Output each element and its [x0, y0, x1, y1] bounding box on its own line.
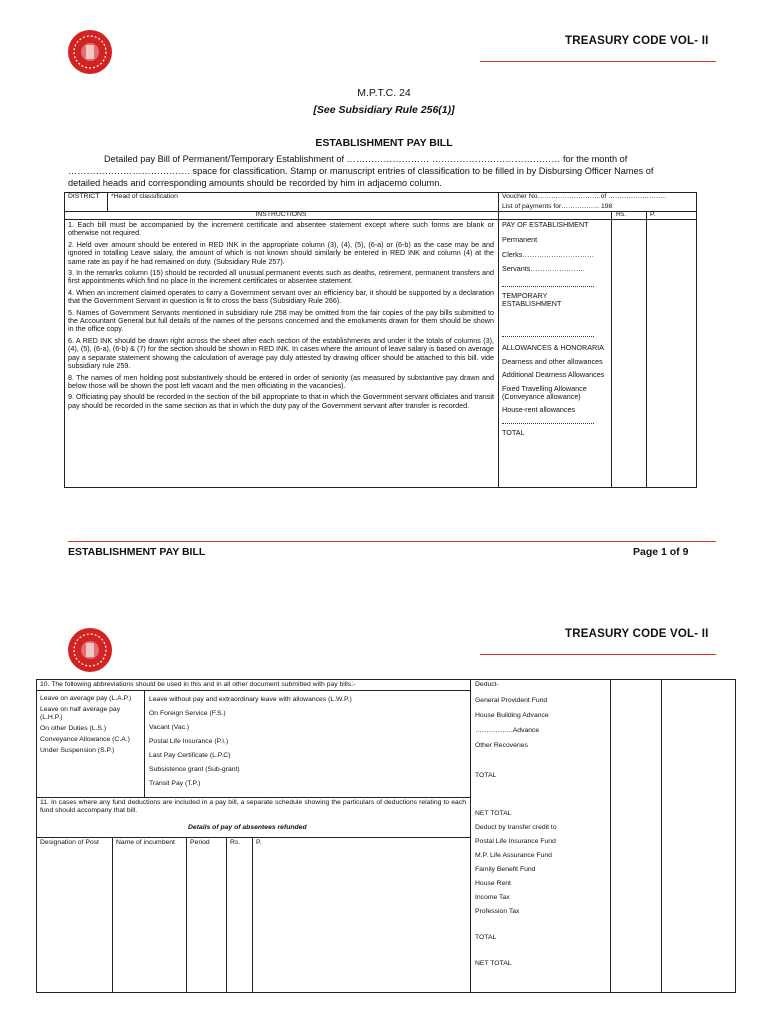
column-divider: [661, 679, 662, 993]
page-title: ESTABLISHMENT PAY BILL: [315, 137, 453, 149]
pay-of-establishment-label: PAY OF ESTABLISHMENT: [502, 220, 589, 229]
abbreviation-item: Conveyance Allowance (C.A.): [40, 736, 130, 743]
p-column-label: P.: [256, 839, 262, 846]
instructions-list: [68, 221, 494, 413]
item-10-text: 10. The following abbreviations should be used in this and in all other document submitted with pay bills:-: [40, 681, 356, 688]
fixed-travelling-label: Fixed Travelling Allowance (Conveyance allowance): [502, 383, 587, 402]
hba-label: House Building Advance: [475, 712, 549, 719]
footer-title: ESTABLISHMENT PAY BILL: [68, 546, 206, 558]
pay-items-column: [502, 221, 608, 437]
abbreviations-left: [40, 695, 140, 758]
designation-column-label: Designation of Post: [40, 839, 99, 846]
rule-reference: [See Subsidiary Rule 256(1)]: [313, 104, 455, 116]
intro-line: …………………………………. space for classification. Stamp or manuscript entries of classification to be filled in by Disbursing Officer Names of: [68, 166, 654, 176]
instruction-item: 8. The names of men holding post substantively should be entered in order of seniority (as measured by substantive pay drawn and below those will be shown the post left vacant and the men officiating in the vacancies).: [68, 372, 494, 390]
deduct-label: Deduct-: [475, 681, 499, 688]
absentees-heading: Details of pay of absentees refunded: [188, 824, 307, 831]
emblem-seal-icon: [68, 628, 112, 672]
period-column-label: Period: [190, 839, 210, 846]
net-total-label: NET TOTAL: [475, 810, 512, 817]
column-divider: [611, 211, 612, 488]
subtotal-line: [502, 336, 594, 337]
instruction-item: 6. A RED INK should be drawn right across the sheet after each section of the establishments and under it the totals of columns (3), (4), (5), (6-a), (6-b) & (7) for the section should be shown in RED INK. In cases where the amount of leave salary is based on average pay a separate statement showing the calculation of average pay duly attested by drawing officer should be attached to this bill. vide subsidiary rule 259.: [68, 335, 494, 371]
abbreviation-item: On other Duties (L.S.): [40, 725, 107, 732]
row-divider: [36, 837, 470, 838]
pli-fund-label: Postal Life Insurance Fund: [475, 838, 556, 845]
transfer-credit-label: Deduct by transfer credit to: [475, 824, 557, 831]
intro-paragraph: [68, 153, 700, 189]
instruction-item: 4. When an increment claimed operates to carry a Government servant over an efficiency bar, it should be supported by a declaration that the Government Servant in question is fit to cross the bass (Subsidiary Rule 266).: [68, 287, 494, 306]
abbreviation-item: Postal Life Insurance (P.I.): [149, 738, 229, 745]
header-title: TREASURY CODE VOL- II: [565, 35, 709, 47]
header-rule: [480, 61, 716, 62]
servants-label: Servants…………………..: [502, 264, 585, 274]
dearness-label: Dearness and other allowances: [502, 356, 603, 366]
abbreviation-item: On Foreign Service (F.S.): [149, 710, 226, 717]
intro-line: Detailed pay Bill of Permanent/Temporary Establishment of ……………………… …………………………………… for the month of: [104, 154, 628, 164]
column-divider: [252, 837, 253, 993]
profession-tax-label: Profession Tax: [475, 908, 520, 915]
instructions-heading: INSTRUCTIONS: [255, 211, 307, 218]
instruction-item: 5. Names of Government Servants mentioned in subsidiary rule 258 may be omitted from the fair copies of the pay bills submitted to the Accountant General but full details of the names of the persons concerned and the emoluments drawn for them should be shown in the office copy.: [68, 307, 494, 334]
advance-label: ……………..Advance: [475, 727, 540, 734]
instruction-item: 2. Held over amount should be entered in RED INK in the appropriate column (3), (4), (5), (6-a) or (6-b) as the case may be and ignored in totalling Leave salary, the amount of which is not known should similarly be entered in RED INK and column (4) at the same rate as pay if he had remained on duty. (Subsidiary Rule 257).: [68, 239, 494, 266]
abbreviation-item: Transit Pay (T.P.): [149, 780, 201, 787]
abbreviation-item: Subsistence grant (Sub-grant): [149, 766, 240, 773]
column-divider: [226, 837, 227, 993]
rs-column-label: Rs.: [230, 839, 241, 846]
permanent-label: Permanent: [502, 235, 538, 245]
clerks-label: Clerks…………………………: [502, 249, 595, 259]
additional-dearness-label: Additional Dearness Allowances: [502, 370, 605, 380]
abbreviation-item: Leave on average pay (L.A.P.): [40, 695, 132, 702]
district-label: DISTRICT: [68, 193, 100, 200]
gpf-label: General Provident Fund: [475, 697, 548, 704]
total-label: TOTAL: [475, 772, 497, 779]
allowances-label: ALLOWANCES & HONORARIA: [502, 343, 604, 353]
emblem-seal-icon: [68, 30, 112, 74]
abbreviation-item: Under Suspension (S.P.): [40, 747, 115, 754]
instruction-item: 1. Each bill must be accompanied by the increment certificate and absentee statement except where such forms are blank or otherwise not required.: [68, 220, 494, 238]
header-rule: [480, 654, 716, 655]
instruction-item: 9. Officiating pay should be recorded in the section of the bill appropriate to that in which the Government servant officiates and transit pay should be recorded in the same section as that in which the duty pay of the Government servant after transfer is recorded.: [68, 392, 494, 410]
column-divider: [186, 837, 187, 993]
p-column-label: P.: [650, 211, 656, 218]
abbreviation-item: Leave on half average pay (L.H.P.): [40, 706, 121, 721]
column-divider: [610, 679, 611, 993]
house-rent-label: House Rent: [475, 880, 511, 887]
other-recoveries-label: Other Recoveries: [475, 742, 528, 749]
row-divider: [36, 690, 470, 691]
abbreviation-item: Vacant (Vac.): [149, 724, 190, 731]
temporary-establishment-label: TEMPORARY ESTABLISHMENT: [502, 290, 562, 309]
house-rent-label: House-rent allowances: [502, 405, 576, 415]
column-divider: [112, 837, 113, 993]
intro-line: detailed heads and corresponding amounts should be recorded by him in adjacemo column.: [68, 178, 442, 188]
column-divider: [498, 192, 499, 488]
footer-rule: [68, 541, 716, 542]
income-tax-label: Income Tax: [475, 894, 510, 901]
abbreviation-item: Last Pay Certificate (L.P.C): [149, 752, 231, 759]
voucher-field: Voucher No……………………….of ……………………..: [502, 193, 667, 200]
row-divider: [36, 797, 470, 798]
form-number: M.P.T.C. 24: [357, 87, 411, 99]
header-title: TREASURY CODE VOL- II: [565, 628, 709, 640]
total-label: TOTAL: [475, 934, 497, 941]
abbreviation-item: Leave without pay and extraordinary leave with allowances (L.W.P.): [149, 696, 352, 703]
name-column-label: Name of incumbent: [116, 839, 175, 846]
net-total-label: NET TOTAL: [475, 960, 512, 967]
abbreviations-right: [149, 696, 467, 794]
list-payments-field: List of payments for…………….. 198: [502, 203, 613, 210]
deductions-column: [475, 681, 607, 968]
instruction-item: 3. In the remarks column (15) should be recorded all unusual permanent events such as deaths, retirement, permanent transfers and first appointments which find no place in the increment certificates or absentee statement.: [68, 268, 494, 286]
subtotal-line: [502, 286, 594, 287]
page-number: Page 1 of 9: [633, 546, 689, 558]
column-divider: [646, 211, 647, 488]
district-divider: [107, 192, 108, 211]
rs-column-label: Rs.: [616, 211, 627, 218]
total-label: TOTAL: [502, 427, 525, 437]
family-benefit-label: Family Benefit Fund: [475, 866, 536, 873]
head-classification-label: *Head of classification: [111, 193, 178, 200]
column-divider: [470, 679, 471, 993]
column-divider: [144, 690, 145, 797]
subtotal-line: [502, 423, 594, 424]
mp-life-assurance-label: M.P. Life Assurance Fund: [475, 852, 552, 859]
item-11-text: 11. In cases where any fund deductions are included in a pay bill, a separate schedule showing the particulars of deductions relating to each fund should accompany that bill.: [40, 799, 466, 814]
